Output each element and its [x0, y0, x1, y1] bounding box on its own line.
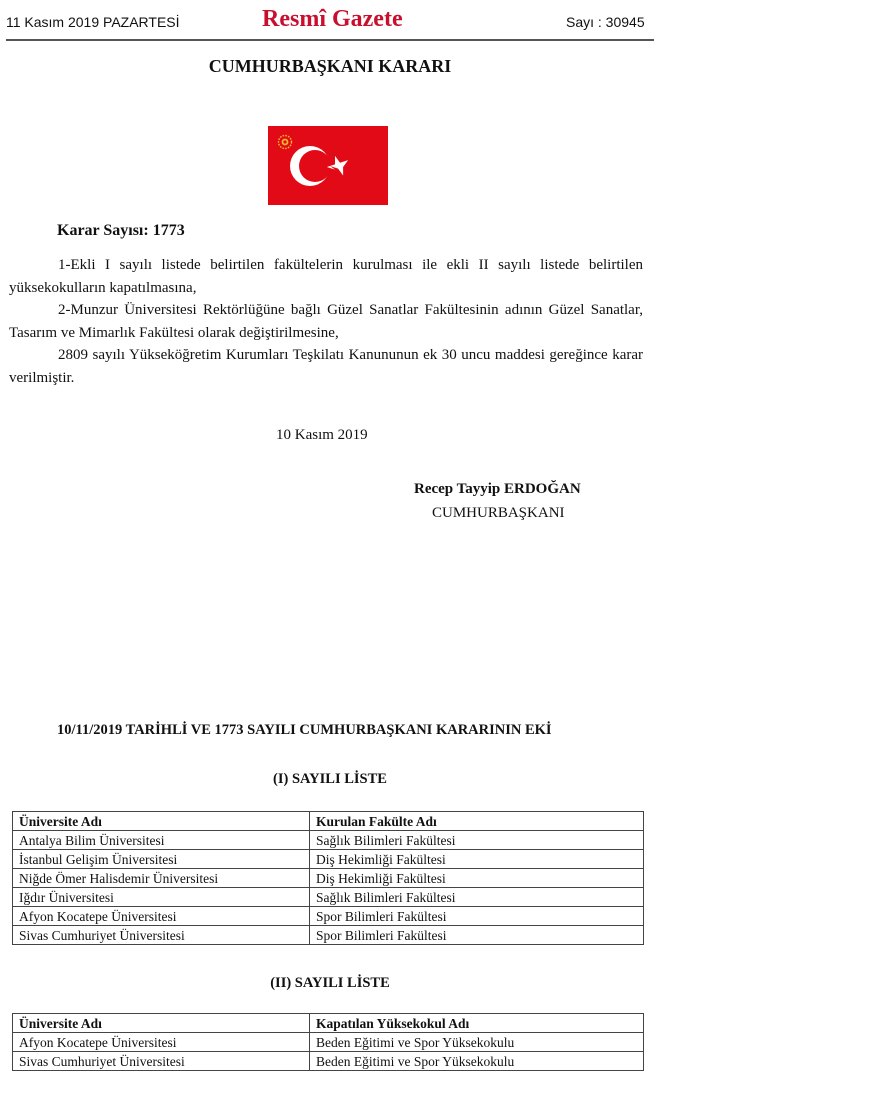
decision-date: 10 Kasım 2019 [276, 427, 368, 443]
decision-paragraph: 2-Munzur Üniversitesi Rektörlüğüne bağlı Güzel Sanatlar Fakültesinin adının Güzel Sanatlar, Tasarım ve Mimarlık Fakültesi olarak değiştirilmesine, [9, 302, 643, 341]
header-divider [6, 39, 654, 41]
faculty-cell: Diş Hekimliği Fakültesi [310, 869, 644, 888]
table-row [13, 831, 644, 850]
column-header: Kapatılan Yüksekokul Adı [310, 1014, 644, 1033]
column-header: Kurulan Fakülte Adı [310, 812, 644, 831]
decision-body [9, 254, 643, 390]
gazette-name: Resmî Gazete [262, 6, 403, 32]
column-header: Üniversite Adı [13, 812, 310, 831]
faculty-cell: Spor Bilimleri Fakültesi [310, 907, 644, 926]
annex-title: 10/11/2019 TARİHLİ VE 1773 SAYILI CUMHURBAŞKANI KARARININ EKİ [57, 722, 552, 738]
table-row [13, 869, 644, 888]
list-one-title: (I) SAYILI LİSTE [273, 771, 387, 787]
school-closure-table [12, 1013, 644, 1071]
decision-number: Karar Sayısı: 1773 [57, 222, 185, 239]
university-cell: Sivas Cumhuriyet Üniversitesi [13, 926, 310, 945]
list-two-title: (II) SAYILI LİSTE [270, 975, 390, 991]
decision-paragraph: 1-Ekli I sayılı listede belirtilen fakültelerin kurulması ile ekli II sayılı listede belirtilen yüksekokulların kapatılmasına, [9, 257, 643, 296]
faculty-cell: Spor Bilimleri Fakültesi [310, 926, 644, 945]
table-row [13, 1033, 644, 1052]
signer-title: CUMHURBAŞKANI [432, 505, 565, 521]
university-cell: Niğde Ömer Halisdemir Üniversitesi [13, 869, 310, 888]
university-cell: Afyon Kocatepe Üniversitesi [13, 1033, 310, 1052]
table-row [13, 850, 644, 869]
document-title: CUMHURBAŞKANI KARARI [208, 56, 452, 76]
table-row [13, 888, 644, 907]
table-row [13, 926, 644, 945]
university-cell: Antalya Bilim Üniversitesi [13, 831, 310, 850]
crescent-inner [299, 150, 331, 182]
table-row [13, 1052, 644, 1071]
signer-name: Recep Tayyip ERDOĞAN [414, 481, 581, 497]
school-cell: Beden Eğitimi ve Spor Yüksekokulu [310, 1033, 644, 1052]
university-cell: Afyon Kocatepe Üniversitesi [13, 907, 310, 926]
table-header-row [13, 1014, 644, 1033]
table-header-row [13, 812, 644, 831]
university-cell: İstanbul Gelişim Üniversitesi [13, 850, 310, 869]
column-header: Üniversite Adı [13, 1014, 310, 1033]
faculty-establishment-table [12, 811, 644, 945]
faculty-cell: Sağlık Bilimleri Fakültesi [310, 831, 644, 850]
faculty-cell: Diş Hekimliği Fakültesi [310, 850, 644, 869]
turkish-flag-icon [268, 126, 388, 205]
issue-number: Sayı : 30945 [566, 14, 645, 30]
faculty-cell: Sağlık Bilimleri Fakültesi [310, 888, 644, 907]
table-row [13, 907, 644, 926]
school-cell: Beden Eğitimi ve Spor Yüksekokulu [310, 1052, 644, 1071]
decision-paragraph: 2809 sayılı Yükseköğretim Kurumları Teşkilatı Kanununun ek 30 uncu maddesi gereğince karar verilmiştir. [9, 347, 643, 386]
header-date: 11 Kasım 2019 PAZARTESİ [6, 14, 180, 30]
university-cell: Iğdır Üniversitesi [13, 888, 310, 907]
university-cell: Sivas Cumhuriyet Üniversitesi [13, 1052, 310, 1071]
